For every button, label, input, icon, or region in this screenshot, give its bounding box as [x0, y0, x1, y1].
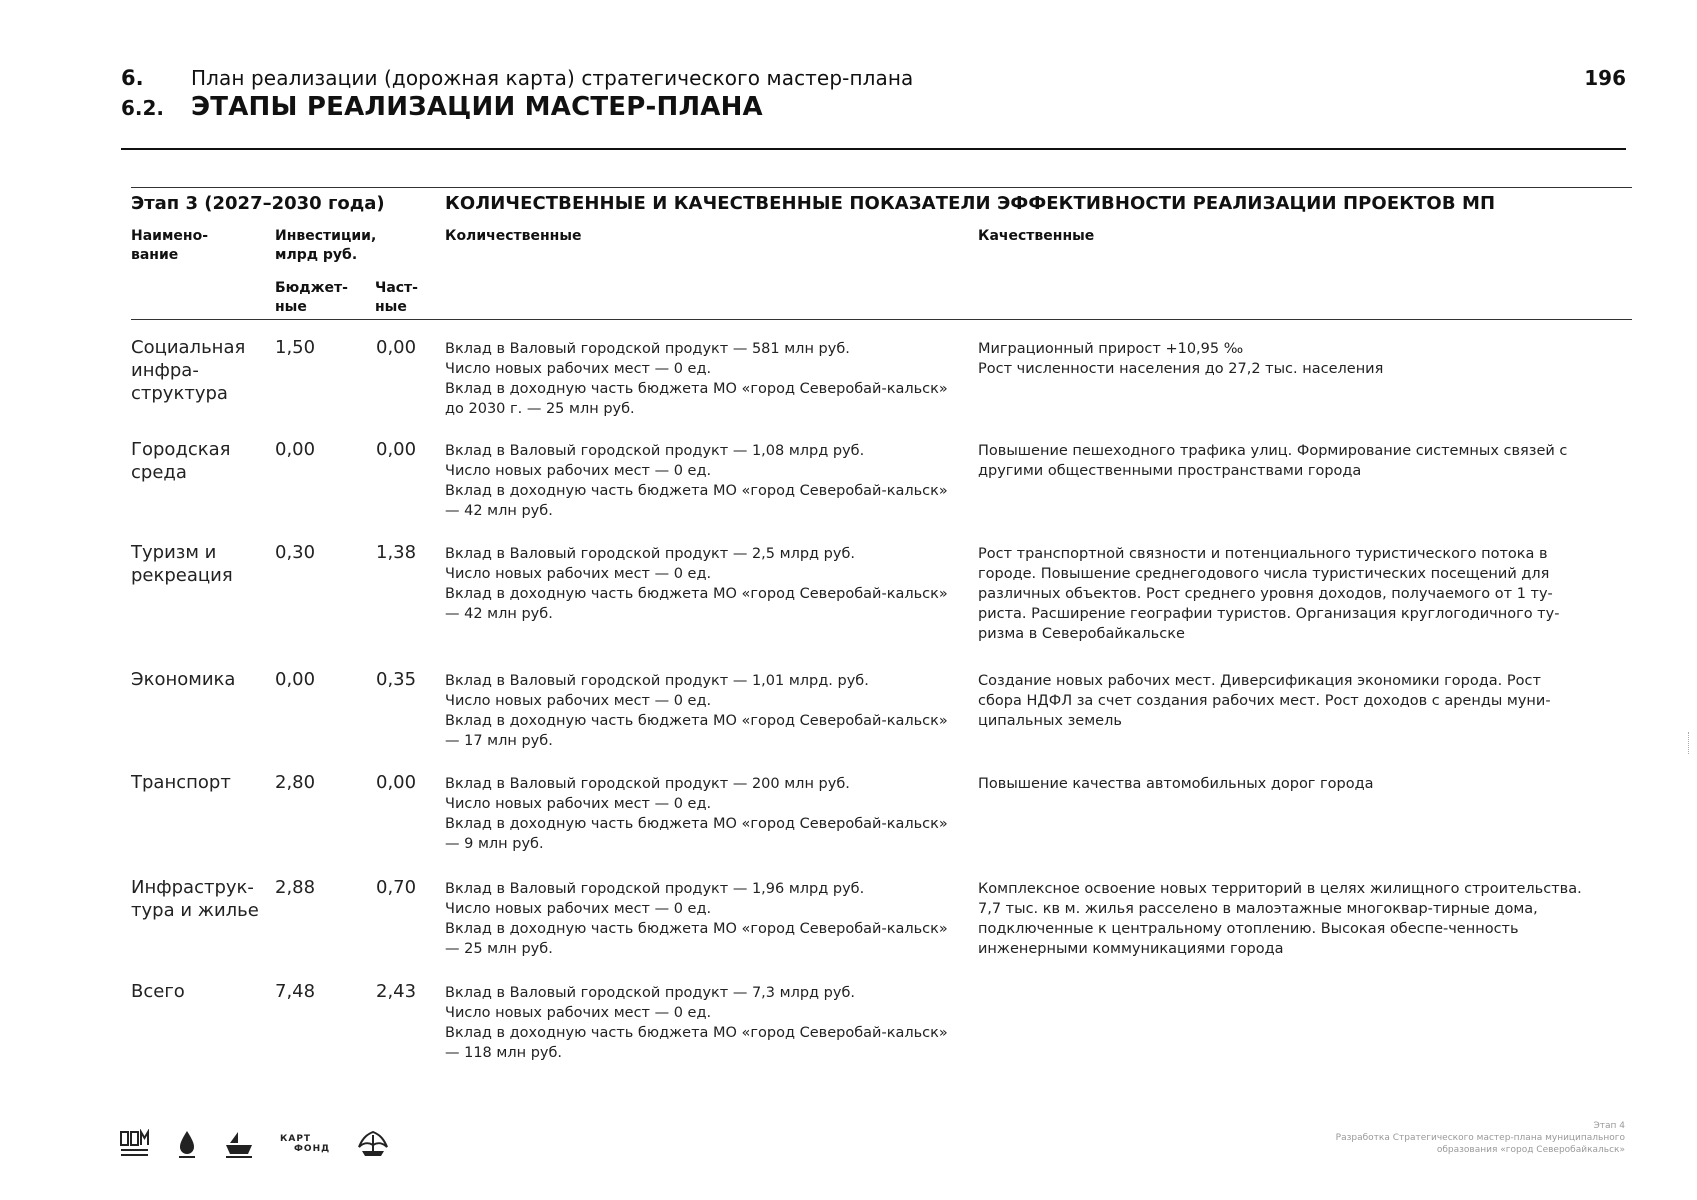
row-private: 1,38: [376, 542, 417, 563]
chapter-heading: [121, 66, 1626, 90]
header-divider: [121, 148, 1626, 150]
row-name: Инфраструк-тура и жилье: [131, 877, 259, 921]
quant-line: Число новых рабочих мест — 0 ед.: [445, 693, 712, 709]
row-private: 2,43: [376, 981, 417, 1002]
row-quantitative: [445, 441, 965, 521]
quant-line: Число новых рабочих мест — 0 ед.: [445, 901, 712, 917]
quant-line: Вклад в Валовый городской продукт — 1,01 млрд. руб.: [445, 673, 869, 689]
section-heading: [121, 92, 1626, 122]
row-quantitative: [445, 339, 965, 419]
row-private: 0,00: [376, 772, 417, 793]
chapter-title: План реализации (дорожная карта) стратегического мастер-плана: [191, 66, 914, 90]
quant-line: Вклад в Валовый городской продукт — 2,5 млрд руб.: [445, 546, 856, 562]
chapter-number: 6.: [121, 66, 144, 90]
kart-fond-logo: [280, 1134, 330, 1154]
header-rule-right: [433, 319, 1632, 320]
quant-line: Вклад в доходную часть бюджета МО «город Северобай-кальск» — 42 млн руб.: [445, 483, 948, 519]
qual-line: Рост численности населения до 27,2 тыс. населения: [978, 361, 1384, 377]
row-quantitative: [445, 544, 965, 624]
edge-mark: [1688, 732, 1692, 754]
row-quantitative: [445, 983, 965, 1063]
row-budget: 0,00: [275, 669, 316, 690]
footer-logos: [120, 1126, 390, 1162]
stage-title: Этап 3 (2027–2030 года): [131, 193, 385, 214]
footer-caption-line: образования «город Северобайкальск»: [1436, 1145, 1625, 1155]
kart-fond-logo-bottom: ФОНД: [294, 1144, 331, 1154]
header-rule-left: [131, 319, 433, 320]
quant-line: Вклад в доходную часть бюджета МО «город Северобай-кальск» — 17 млн руб.: [445, 713, 948, 749]
qual-line: Комплексное освоение новых территорий в целях жилищного строительства. 7,7 тыс. кв м. жилья расселено в малоэтажные многоквар-тирные дома, подключенные к центральному отоплению. Высокая обеспе-ченность инженерными коммуникациями города: [978, 881, 1582, 957]
column-header-budget: Бюджет-ные: [275, 280, 348, 315]
row-name: Городская среда: [131, 439, 231, 483]
table-top-rule: [131, 187, 1632, 188]
quant-line: Вклад в доходную часть бюджета МО «город Северобай-кальск» — 42 млн руб.: [445, 586, 948, 622]
section-title: ЭТАПЫ РЕАЛИЗАЦИИ МАСТЕР-ПЛАНА: [191, 92, 763, 122]
footer-caption-line: Разработка Стратегического мастер-плана муниципального: [1335, 1133, 1625, 1143]
row-private: 0,00: [376, 439, 417, 460]
page-header: [121, 66, 1626, 122]
row-qualitative: [978, 441, 1588, 481]
row-budget: 7,48: [275, 981, 316, 1002]
quant-line: Число новых рабочих мест — 0 ед.: [445, 796, 712, 812]
column-header-quantitative: Количественные: [445, 228, 582, 244]
row-name: Транспорт: [131, 772, 231, 793]
row-quantitative: [445, 879, 965, 959]
quant-line: Вклад в Валовый городской продукт — 1,08 млрд руб.: [445, 443, 865, 459]
quant-line: Число новых рабочих мест — 0 ед.: [445, 463, 712, 479]
drop-logo-icon: [176, 1129, 198, 1159]
row-private: 0,35: [376, 669, 417, 690]
quant-line: Вклад в Валовый городской продукт — 581 млн руб.: [445, 341, 850, 357]
qual-line: Миграционный прирост +10,95 ‰: [978, 341, 1244, 357]
qual-line: Повышение пешеходного трафика улиц. Формирование системных связей с другими общественными пространствами города: [978, 443, 1568, 479]
row-private: 0,70: [376, 877, 417, 898]
quant-line: Вклад в доходную часть бюджета МО «город Северобай-кальск» — 25 млн руб.: [445, 921, 948, 957]
row-quantitative: [445, 671, 965, 751]
ship-logo-icon: [224, 1129, 254, 1159]
quant-line: Число новых рабочих мест — 0 ед.: [445, 566, 712, 582]
page-number: 196: [1584, 66, 1626, 90]
quant-line: Вклад в Валовый городской продукт — 200 млн руб.: [445, 776, 850, 792]
quant-line: Вклад в доходную часть бюджета МО «город Северобай-кальск» — 118 млн руб.: [445, 1025, 948, 1061]
column-header-investments: Инвестиции, млрд руб.: [275, 228, 377, 263]
row-name: Социальная инфра-структура: [131, 337, 246, 404]
qual-line: Создание новых рабочих мест. Диверсификация экономики города. Рост сбора НДФЛ за счет создания рабочих мест. Рост доходов с аренды муни-ципальных земель: [978, 673, 1551, 729]
quant-line: Вклад в доходную часть бюджета МО «город Северобай-кальск» до 2030 г. — 25 млн руб.: [445, 381, 948, 417]
dom-strelka-logo-icon: [120, 1129, 150, 1159]
row-name: Всего: [131, 981, 185, 1002]
bird-logo-icon: [356, 1129, 390, 1159]
quant-line: Вклад в доходную часть бюджета МО «город Северобай-кальск» — 9 млн руб.: [445, 816, 948, 852]
row-name: Туризм и рекреация: [131, 542, 233, 586]
qual-line: Повышение качества автомобильных дорог города: [978, 776, 1374, 792]
row-private: 0,00: [376, 337, 417, 358]
quant-line: Число новых рабочих мест — 0 ед.: [445, 1005, 712, 1021]
footer-caption: [1205, 1120, 1625, 1156]
row-quantitative: [445, 774, 965, 854]
column-header-name: Наимено-вание: [131, 228, 209, 263]
column-header-private: Част-ные: [375, 280, 418, 315]
quant-line: Число новых рабочих мест — 0 ед.: [445, 361, 712, 377]
row-budget: 2,88: [275, 877, 316, 898]
row-qualitative: [978, 879, 1588, 959]
row-qualitative: [978, 774, 1588, 794]
row-qualitative: [978, 544, 1588, 644]
row-budget: 1,50: [275, 337, 316, 358]
quant-line: Вклад в Валовый городской продукт — 1,96 млрд руб.: [445, 881, 865, 897]
section-number: 6.2.: [121, 96, 165, 120]
row-budget: 0,00: [275, 439, 316, 460]
qual-line: Рост транспортной связности и потенциального туристического потока в городе. Повышение среднегодового числа туристических посещений для различных объектов. Рост среднего уровня доходов, получаемого от 1 ту-риста. Расширение географии туристов. Организация круглогодичного ту-ризма в Северобайкальске: [978, 546, 1560, 642]
kart-fond-logo-top: КАРТ: [280, 1134, 312, 1144]
row-qualitative: [978, 339, 1588, 379]
row-budget: 0,30: [275, 542, 316, 563]
row-name: Экономика: [131, 669, 236, 690]
quant-line: Вклад в Валовый городской продукт — 7,3 млрд руб.: [445, 985, 856, 1001]
row-qualitative: [978, 671, 1588, 731]
column-header-qualitative: Качественные: [978, 228, 1095, 244]
row-budget: 2,80: [275, 772, 316, 793]
footer-caption-line: Этап 4: [1593, 1121, 1625, 1131]
performance-title: КОЛИЧЕСТВЕННЫЕ И КАЧЕСТВЕННЫЕ ПОКАЗАТЕЛИ ЭФФЕКТИВНОСТИ РЕАЛИЗАЦИИ ПРОЕКТОВ МП: [445, 193, 1496, 214]
